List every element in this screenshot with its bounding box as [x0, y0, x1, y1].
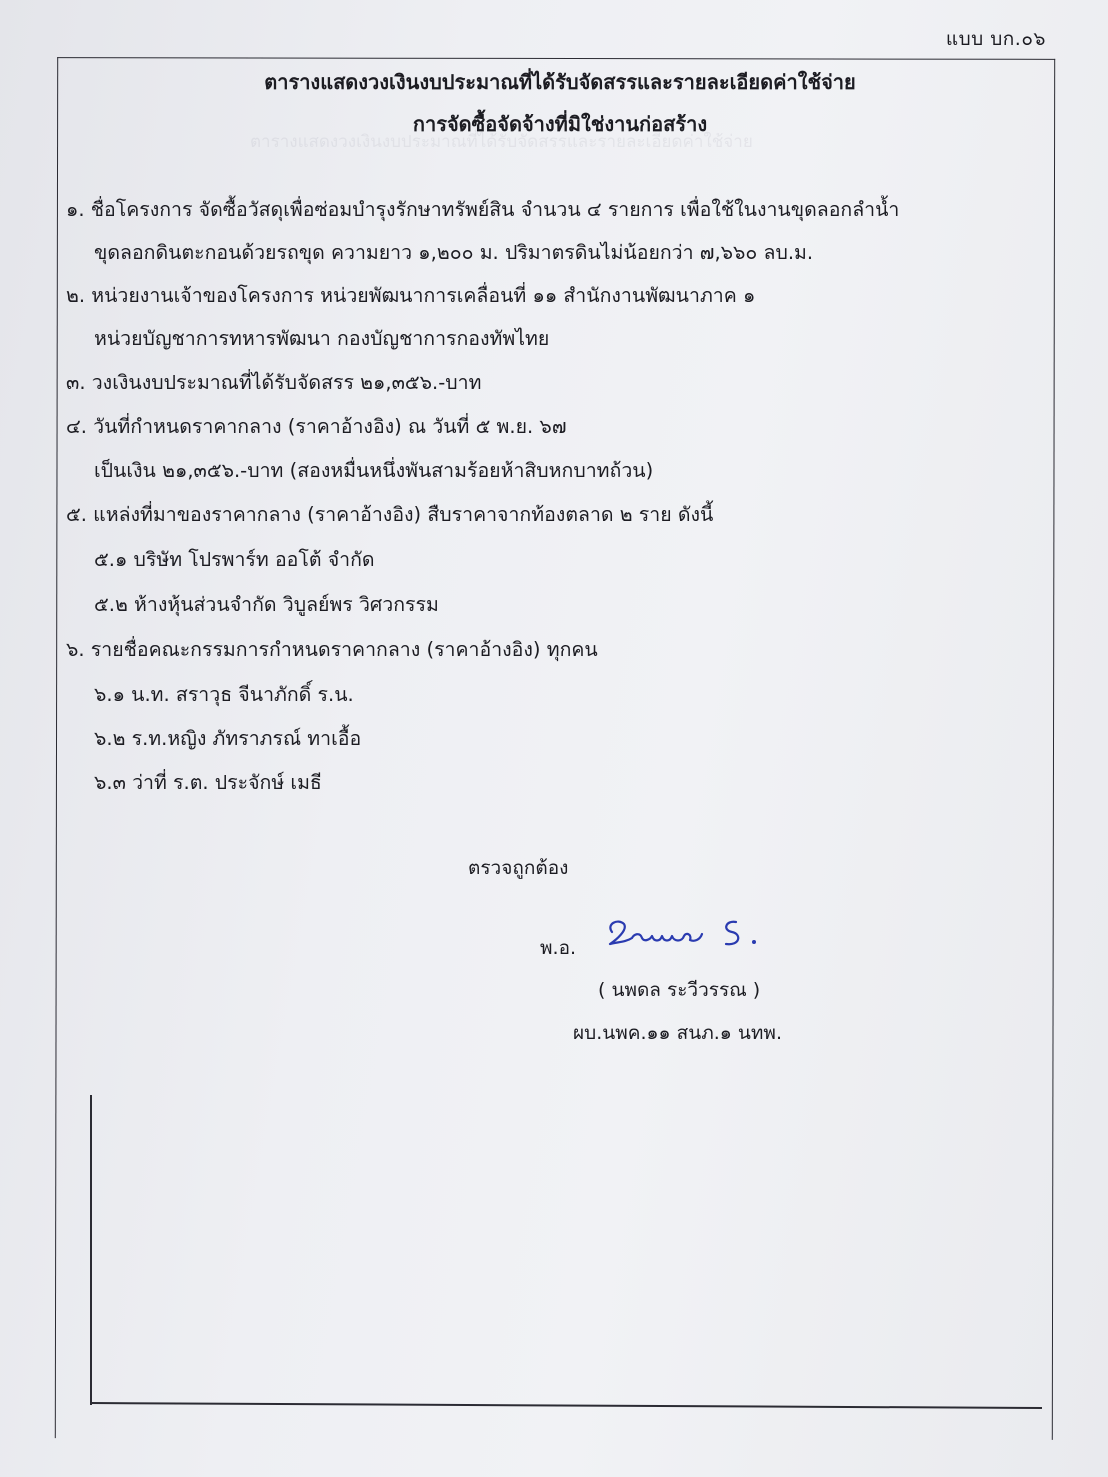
- item-6-3-member: ๖.๓ ว่าที่ ร.ต. ประจักษ์ เมธี: [94, 771, 322, 794]
- verified-label: ตรวจถูกต้อง: [468, 857, 569, 879]
- item-6-2-member: ๖.๒ ร.ท.หญิง ภัทราภรณ์ ทาเอื้อ: [94, 727, 362, 750]
- item-4-amount: เป็นเงิน ๒๑,๓๕๖.-บาท (สองหมื่นหนึ่งพันสามร้อยห้าสิบหกบาทถ้วน): [94, 459, 654, 482]
- item-5-price-source: ๕. แหล่งที่มาของราคากลาง (ราคาอ้างอิง) สืบราคาจากท้องตลาด ๒ ราย ดังนี้: [66, 503, 714, 526]
- signer-position: ผบ.นพค.๑๑ สนภ.๑ นทพ.: [573, 1022, 782, 1044]
- item-4-reference-date: ๔. วันที่กำหนดราคากลาง (ราคาอ้างอิง) ณ วันที่ ๕ พ.ย. ๖๗: [66, 415, 567, 438]
- frame-left-edge: [90, 1095, 92, 1405]
- signer-name: ( นพดล ระวีวรรณ ): [598, 979, 761, 1001]
- form-code: แบบ บก.๐๖: [945, 28, 1046, 50]
- item-1-project-detail: ขุดลอกดินตะกอนด้วยรถขุด ความยาว ๑,๒๐๐ ม. ปริมาตรดินไม่น้อยกว่า ๗,๖๖๐ ลบ.ม.: [94, 241, 814, 264]
- item-3-budget: ๓. วงเงินงบประมาณที่ได้รับจัดสรร ๒๑,๓๕๖.-บาท: [66, 371, 482, 394]
- document-title: ตารางแสดงวงเงินงบประมาณที่ได้รับจัดสรรและรายละเอียดค่าใช้จ่าย: [264, 70, 856, 94]
- item-2-owner-unit: ๒. หน่วยงานเจ้าของโครงการ หน่วยพัฒนาการเคลื่อนที่ ๑๑ สำนักงานพัฒนาภาค ๑: [66, 284, 756, 307]
- item-6-committee: ๖. รายชื่อคณะกรรมการกำหนดราคากลาง (ราคาอ้างอิง) ทุกคน: [66, 638, 598, 661]
- handwritten-signature: [604, 912, 774, 962]
- bleed-through-text: ตารางแสดงวงเงินงบประมาณที่ได้รับจัดสรรและรายละเอียดค่าใช้จ่าย: [250, 132, 753, 152]
- document-subtitle: การจัดซื้อจัดจ้างที่มิใช่งานก่อสร้าง: [412, 112, 708, 136]
- item-5-1-vendor: ๕.๑ บริษัท โปรพาร์ท ออโต้ จำกัด: [94, 548, 375, 571]
- item-1-project-name: ๑. ชื่อโครงการ จัดซื้อวัสดุเพื่อซ่อมบำรุงรักษาทรัพย์สิน จำนวน ๔ รายการ เพื่อใช้ในงานขุดลอกลำน้ำ: [66, 198, 900, 221]
- item-2-owner-unit-cont: หน่วยบัญชาการทหารพัฒนา กองบัญชาการกองทัพไทย: [94, 327, 550, 350]
- signer-rank: พ.อ.: [540, 937, 577, 959]
- item-5-2-vendor: ๕.๒ ห้างหุ้นส่วนจำกัด วิบูลย์พร วิศวกรรม: [94, 593, 439, 616]
- item-6-1-member: ๖.๑ น.ท. สราวุธ จีนาภักดิ์ ร.น.: [94, 683, 354, 706]
